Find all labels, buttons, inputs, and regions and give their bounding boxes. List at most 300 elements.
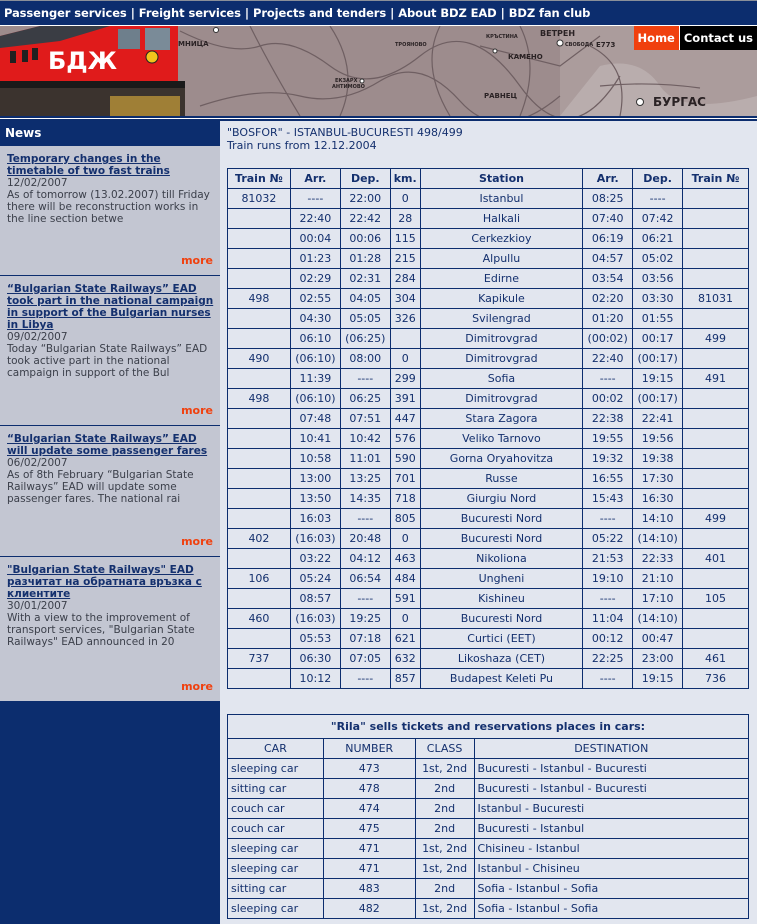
departure-cell: ---- (340, 589, 390, 609)
train-number-return-cell: 105 (683, 589, 749, 609)
timetable-row (228, 649, 749, 669)
car-number-cell: 482 (323, 899, 415, 919)
distance-km-cell: 632 (390, 649, 420, 669)
car-class-cell: 1st, 2nd (415, 839, 474, 859)
car-type-cell: sleeping car (228, 859, 324, 879)
station-cell: Curtici (EET) (420, 629, 583, 649)
news-date: 30/01/2007 (7, 600, 68, 612)
distance-km-cell (390, 329, 420, 349)
departure-return-cell: (00:17) (633, 349, 683, 369)
timetable-row (228, 569, 749, 589)
train-number-return-cell (683, 389, 749, 409)
train-number-return-cell (683, 269, 749, 289)
arrival-cell: 10:12 (290, 669, 340, 689)
departure-cell: 22:00 (340, 189, 390, 209)
route-heading (227, 126, 463, 152)
train-number-return-cell (683, 349, 749, 369)
train-number-return-cell (683, 229, 749, 249)
timetable-row (228, 669, 749, 689)
distance-km-cell: 718 (390, 489, 420, 509)
car-destination-cell: Bucuresti - Istanbul - Bucuresti (474, 759, 748, 779)
column-header: DESTINATION (474, 739, 748, 759)
column-header: CAR (228, 739, 324, 759)
arrival-return-cell: 00:12 (583, 629, 633, 649)
news-excerpt: Today “Bulgarian State Railways” EAD took active part in the national campaign in support of the Bul (7, 343, 208, 379)
departure-return-cell: 06:21 (633, 229, 683, 249)
car-number-cell: 471 (323, 859, 415, 879)
train-number-return-cell (683, 409, 749, 429)
nav-about-bdz[interactable]: About BDZ EAD (398, 6, 497, 20)
arrival-return-cell: 22:40 (583, 349, 633, 369)
departure-return-cell: 03:30 (633, 289, 683, 309)
train-number-return-cell (683, 489, 749, 509)
car-number-cell: 475 (323, 819, 415, 839)
arrival-return-cell: ---- (583, 509, 633, 529)
departure-return-cell: 19:38 (633, 449, 683, 469)
departure-cell: ---- (340, 669, 390, 689)
arrival-return-cell: 08:25 (583, 189, 633, 209)
arrival-cell: 01:23 (290, 249, 340, 269)
timetable-row (228, 209, 749, 229)
map-label: БУРГАС (653, 95, 706, 109)
train-number-cell (228, 629, 291, 649)
news-more-link[interactable]: more (181, 680, 213, 693)
distance-km-cell: 576 (390, 429, 420, 449)
contact-us-link[interactable]: Contact us (680, 26, 757, 50)
cars-row (228, 819, 749, 839)
locomotive-image (0, 26, 185, 116)
column-header: Dep. (340, 169, 390, 189)
timetable-row (228, 469, 749, 489)
nav-passenger-services[interactable]: Passenger services (4, 6, 127, 20)
station-cell: Russe (420, 469, 583, 489)
train-number-cell (228, 369, 291, 389)
station-cell: Sofia (420, 369, 583, 389)
news-item (0, 146, 220, 276)
distance-km-cell: 0 (390, 349, 420, 369)
timetable-row (228, 289, 749, 309)
car-type-cell: sitting car (228, 879, 324, 899)
car-type-cell: couch car (228, 819, 324, 839)
train-number-cell (228, 409, 291, 429)
distance-km-cell: 463 (390, 549, 420, 569)
car-destination-cell: Istanbul - Chisineu (474, 859, 748, 879)
distance-km-cell: 0 (390, 529, 420, 549)
train-number-cell: 402 (228, 529, 291, 549)
train-number-cell: 460 (228, 609, 291, 629)
car-number-cell: 473 (323, 759, 415, 779)
route-title: "BOSFOR" - ISTANBUL-BUCURESTI 498/499 (227, 126, 463, 139)
timetable-row (228, 449, 749, 469)
departure-cell: 06:54 (340, 569, 390, 589)
station-cell: Kishineu (420, 589, 583, 609)
departure-return-cell: 23:00 (633, 649, 683, 669)
timetable-row (228, 409, 749, 429)
timetable-header-row (228, 169, 749, 189)
train-number-cell: 498 (228, 389, 291, 409)
arrival-cell: 02:29 (290, 269, 340, 289)
arrival-return-cell: ---- (583, 589, 633, 609)
car-class-cell: 2nd (415, 779, 474, 799)
news-title-link[interactable]: Temporary changes in the timetable of two fast trains (7, 153, 170, 177)
station-cell: Bucuresti Nord (420, 509, 583, 529)
departure-cell: 02:31 (340, 269, 390, 289)
distance-km-cell: 215 (390, 249, 420, 269)
train-number-return-cell (683, 629, 749, 649)
news-more-link[interactable]: more (181, 254, 213, 267)
distance-km-cell: 391 (390, 389, 420, 409)
arrival-return-cell: 19:10 (583, 569, 633, 589)
arrival-cell: 03:22 (290, 549, 340, 569)
news-more-link[interactable]: more (181, 404, 213, 417)
departure-cell: 10:42 (340, 429, 390, 449)
departure-return-cell: 19:15 (633, 369, 683, 389)
car-destination-cell: Bucuresti - Istanbul (474, 819, 748, 839)
departure-cell: 11:01 (340, 449, 390, 469)
arrival-return-cell: 06:19 (583, 229, 633, 249)
arrival-return-cell: 19:55 (583, 429, 633, 449)
departure-return-cell: 17:30 (633, 469, 683, 489)
top-nav-links (4, 6, 590, 20)
arrival-return-cell: 01:20 (583, 309, 633, 329)
station-cell: Dimitrovgrad (420, 349, 583, 369)
train-number-return-cell (683, 609, 749, 629)
arrival-cell: 10:58 (290, 449, 340, 469)
train-number-cell (228, 269, 291, 289)
timetable-row (228, 549, 749, 569)
news-title-link[interactable]: “Bulgarian State Railways” EAD took part in the national campaign in support of the Bulgarian nurses in Libya (7, 283, 214, 331)
timetable-row (228, 509, 749, 529)
train-number-return-cell: 401 (683, 549, 749, 569)
car-destination-cell: Sofia - Istanbul - Sofia (474, 899, 748, 919)
cars-row (228, 859, 749, 879)
departure-cell: 05:05 (340, 309, 390, 329)
train-number-cell: 737 (228, 649, 291, 669)
distance-km-cell: 299 (390, 369, 420, 389)
station-cell: Edirne (420, 269, 583, 289)
news-item (0, 276, 220, 426)
departure-return-cell: 01:55 (633, 309, 683, 329)
nav-separator: | (130, 6, 135, 20)
home-link[interactable]: Home (634, 26, 680, 50)
news-more-link[interactable]: more (181, 535, 213, 548)
column-header: CLASS (415, 739, 474, 759)
train-number-return-cell (683, 529, 749, 549)
nav-projects-and-tenders[interactable]: Projects and tenders (252, 6, 387, 20)
column-header: Train № (228, 169, 291, 189)
departure-return-cell: (00:17) (633, 389, 683, 409)
map-label: E773 (596, 41, 616, 49)
departure-cell: ---- (340, 369, 390, 389)
departure-cell: 20:48 (340, 529, 390, 549)
train-number-return-cell: 81031 (683, 289, 749, 309)
departure-return-cell: 19:56 (633, 429, 683, 449)
top-navigation (0, 1, 757, 26)
departure-cell: 06:25 (340, 389, 390, 409)
train-number-return-cell: 499 (683, 509, 749, 529)
arrival-cell: 08:57 (290, 589, 340, 609)
car-destination-cell: Istanbul - Bucuresti (474, 799, 748, 819)
station-cell: Halkali (420, 209, 583, 229)
station-cell: Stara Zagora (420, 409, 583, 429)
train-number-return-cell (683, 449, 749, 469)
arrival-return-cell: 05:22 (583, 529, 633, 549)
departure-return-cell: 16:30 (633, 489, 683, 509)
map-label: ТРОЯНОВО (395, 42, 427, 48)
departure-return-cell: 21:10 (633, 569, 683, 589)
arrival-cell: 06:30 (290, 649, 340, 669)
arrival-cell: 07:48 (290, 409, 340, 429)
map-label: ВЕТРЕН (540, 29, 576, 38)
departure-cell: 13:25 (340, 469, 390, 489)
car-destination-cell: Chisineu - Istanbul (474, 839, 748, 859)
news-title-link[interactable]: “Bulgarian State Railways” EAD will update some passenger fares (7, 433, 208, 457)
arrival-return-cell: 02:20 (583, 289, 633, 309)
column-header: km. (390, 169, 420, 189)
map-label: ЕКЗАРХ (335, 78, 358, 84)
timetable-row (228, 629, 749, 649)
arrival-cell: (16:03) (290, 609, 340, 629)
route-validity: Train runs from 12.12.2004 (227, 139, 377, 152)
timetable-row (228, 529, 749, 549)
distance-km-cell: 591 (390, 589, 420, 609)
arrival-return-cell: 00:02 (583, 389, 633, 409)
timetable-row (228, 309, 749, 329)
column-header: NUMBER (323, 739, 415, 759)
car-number-cell: 478 (323, 779, 415, 799)
arrival-cell: 06:10 (290, 329, 340, 349)
news-excerpt: As of tomorrow (13.02.2007) till Friday there will be reconstruction works in the line section betwe (7, 189, 210, 225)
train-number-cell (228, 229, 291, 249)
car-number-cell: 471 (323, 839, 415, 859)
train-number-return-cell: 736 (683, 669, 749, 689)
train-number-cell: 490 (228, 349, 291, 369)
distance-km-cell: 857 (390, 669, 420, 689)
station-cell: Likoshaza (CET) (420, 649, 583, 669)
train-number-return-cell (683, 469, 749, 489)
distance-km-cell: 621 (390, 629, 420, 649)
train-number-cell: 106 (228, 569, 291, 589)
cars-header-row (228, 739, 749, 759)
station-cell: Ungheni (420, 569, 583, 589)
departure-cell: (06:25) (340, 329, 390, 349)
nav-separator: | (500, 6, 505, 20)
bdz-logo: БДЖ (48, 47, 118, 75)
station-cell: Gorna Oryahovitza (420, 449, 583, 469)
distance-km-cell: 484 (390, 569, 420, 589)
departure-return-cell: 14:10 (633, 509, 683, 529)
departure-cell: 19:25 (340, 609, 390, 629)
column-header: Arr. (583, 169, 633, 189)
map-label: МНИЦА (178, 40, 209, 48)
arrival-return-cell: ---- (583, 669, 633, 689)
station-cell: Veliko Tarnovo (420, 429, 583, 449)
departure-cell: 07:05 (340, 649, 390, 669)
car-destination-cell: Bucuresti - Istanbul - Bucuresti (474, 779, 748, 799)
news-sidebar (0, 121, 220, 924)
departure-return-cell: 00:47 (633, 629, 683, 649)
departure-cell: 01:28 (340, 249, 390, 269)
car-type-cell: sleeping car (228, 759, 324, 779)
map-label: СВОБОДА (565, 42, 594, 48)
departure-return-cell: 22:33 (633, 549, 683, 569)
departure-return-cell: 17:10 (633, 589, 683, 609)
main-content (220, 121, 757, 924)
train-number-cell (228, 449, 291, 469)
nav-separator: | (390, 6, 395, 20)
departure-cell: 04:12 (340, 549, 390, 569)
distance-km-cell: 28 (390, 209, 420, 229)
train-number-return-cell (683, 569, 749, 589)
car-class-cell: 1st, 2nd (415, 899, 474, 919)
cars-row (228, 839, 749, 859)
departure-return-cell: 22:41 (633, 409, 683, 429)
station-cell: Cerkezkioy (420, 229, 583, 249)
car-number-cell: 483 (323, 879, 415, 899)
arrival-return-cell: 15:43 (583, 489, 633, 509)
arrival-cell: 16:03 (290, 509, 340, 529)
arrival-cell: 10:41 (290, 429, 340, 449)
departure-return-cell: 05:02 (633, 249, 683, 269)
arrival-cell: 13:50 (290, 489, 340, 509)
train-number-cell (228, 249, 291, 269)
news-date: 06/02/2007 (7, 457, 68, 469)
distance-km-cell: 284 (390, 269, 420, 289)
arrival-cell: (06:10) (290, 349, 340, 369)
news-title-link[interactable]: "Bulgarian State Railways" EAD разчитат на обратната връзка с клиентите (7, 564, 202, 600)
train-number-return-cell: 491 (683, 369, 749, 389)
arrival-cell: 22:40 (290, 209, 340, 229)
train-number-cell (228, 549, 291, 569)
distance-km-cell: 326 (390, 309, 420, 329)
distance-km-cell: 115 (390, 229, 420, 249)
station-cell: Bucuresti Nord (420, 609, 583, 629)
arrival-cell: ---- (290, 189, 340, 209)
station-cell: Istanbul (420, 189, 583, 209)
car-class-cell: 1st, 2nd (415, 759, 474, 779)
distance-km-cell: 0 (390, 189, 420, 209)
timetable-row (228, 589, 749, 609)
departure-cell: 08:00 (340, 349, 390, 369)
timetable-row (228, 189, 749, 209)
timetable-row (228, 269, 749, 289)
timetable-row (228, 489, 749, 509)
departure-return-cell: 03:56 (633, 269, 683, 289)
news-item (0, 557, 220, 701)
car-class-cell: 1st, 2nd (415, 859, 474, 879)
news-item (0, 426, 220, 557)
arrival-cell: 11:39 (290, 369, 340, 389)
train-number-cell: 81032 (228, 189, 291, 209)
distance-km-cell: 304 (390, 289, 420, 309)
arrival-return-cell: 19:32 (583, 449, 633, 469)
arrival-cell: (06:10) (290, 389, 340, 409)
arrival-return-cell: 07:40 (583, 209, 633, 229)
station-cell: Dimitrovgrad (420, 329, 583, 349)
arrival-return-cell: 21:53 (583, 549, 633, 569)
nav-bdz-fan-club[interactable]: BDZ fan club (508, 6, 591, 20)
arrival-return-cell: 03:54 (583, 269, 633, 289)
nav-freight-services[interactable]: Freight services (138, 6, 241, 20)
arrival-return-cell: 22:25 (583, 649, 633, 669)
station-cell: Kapikule (420, 289, 583, 309)
news-excerpt: With a view to the improvement of transport services, "Bulgarian State Railways" EAD announced in 20 (7, 612, 195, 648)
column-header: Station (420, 169, 583, 189)
cars-row (228, 779, 749, 799)
column-header: Arr. (290, 169, 340, 189)
station-cell: Budapest Keleti Pu (420, 669, 583, 689)
timetable-row (228, 349, 749, 369)
map-label: РАВНЕЦ (484, 92, 518, 100)
train-number-cell (228, 669, 291, 689)
car-type-cell: couch car (228, 799, 324, 819)
arrival-return-cell: 11:04 (583, 609, 633, 629)
arrival-return-cell: 22:38 (583, 409, 633, 429)
departure-return-cell: 19:15 (633, 669, 683, 689)
departure-cell: 00:06 (340, 229, 390, 249)
news-excerpt: As of 8th February “Bulgarian State Railways” EAD will update some passenger fares. The national rai (7, 469, 194, 505)
departure-cell: 07:18 (340, 629, 390, 649)
departure-return-cell: 00:17 (633, 329, 683, 349)
distance-km-cell: 0 (390, 609, 420, 629)
timetable-row (228, 429, 749, 449)
distance-km-cell: 805 (390, 509, 420, 529)
departure-cell: ---- (340, 509, 390, 529)
train-number-cell (228, 429, 291, 449)
column-header: Dep. (633, 169, 683, 189)
distance-km-cell: 701 (390, 469, 420, 489)
timetable-row (228, 369, 749, 389)
cars-row (228, 759, 749, 779)
train-number-cell (228, 469, 291, 489)
arrival-cell: (16:03) (290, 529, 340, 549)
car-class-cell: 2nd (415, 819, 474, 839)
train-number-cell (228, 489, 291, 509)
cars-caption: "Rila" sells tickets and reservations places in cars: (228, 715, 749, 739)
train-number-cell (228, 209, 291, 229)
departure-cell: 07:51 (340, 409, 390, 429)
column-header: Train № (683, 169, 749, 189)
station-cell: Bucuresti Nord (420, 529, 583, 549)
departure-cell: 22:42 (340, 209, 390, 229)
station-cell: Nikoliona (420, 549, 583, 569)
departure-return-cell: 07:42 (633, 209, 683, 229)
departure-return-cell: ---- (633, 189, 683, 209)
station-cell: Alpullu (420, 249, 583, 269)
station-cell: Dimitrovgrad (420, 389, 583, 409)
header-banner (0, 26, 757, 116)
cars-row (228, 899, 749, 919)
departure-return-cell: (14:10) (633, 609, 683, 629)
arrival-cell: 02:55 (290, 289, 340, 309)
cars-row (228, 799, 749, 819)
nav-separator: | (244, 6, 249, 20)
car-class-cell: 2nd (415, 879, 474, 899)
train-number-cell (228, 509, 291, 529)
station-cell: Svilengrad (420, 309, 583, 329)
arrival-return-cell: (00:02) (583, 329, 633, 349)
cars-caption-row (228, 715, 749, 739)
timetable-row (228, 229, 749, 249)
train-number-return-cell (683, 429, 749, 449)
car-type-cell: sitting car (228, 779, 324, 799)
car-destination-cell: Sofia - Istanbul - Sofia (474, 879, 748, 899)
cars-row (228, 879, 749, 899)
car-type-cell: sleeping car (228, 839, 324, 859)
timetable-row (228, 609, 749, 629)
arrival-return-cell: 16:55 (583, 469, 633, 489)
train-number-cell: 498 (228, 289, 291, 309)
